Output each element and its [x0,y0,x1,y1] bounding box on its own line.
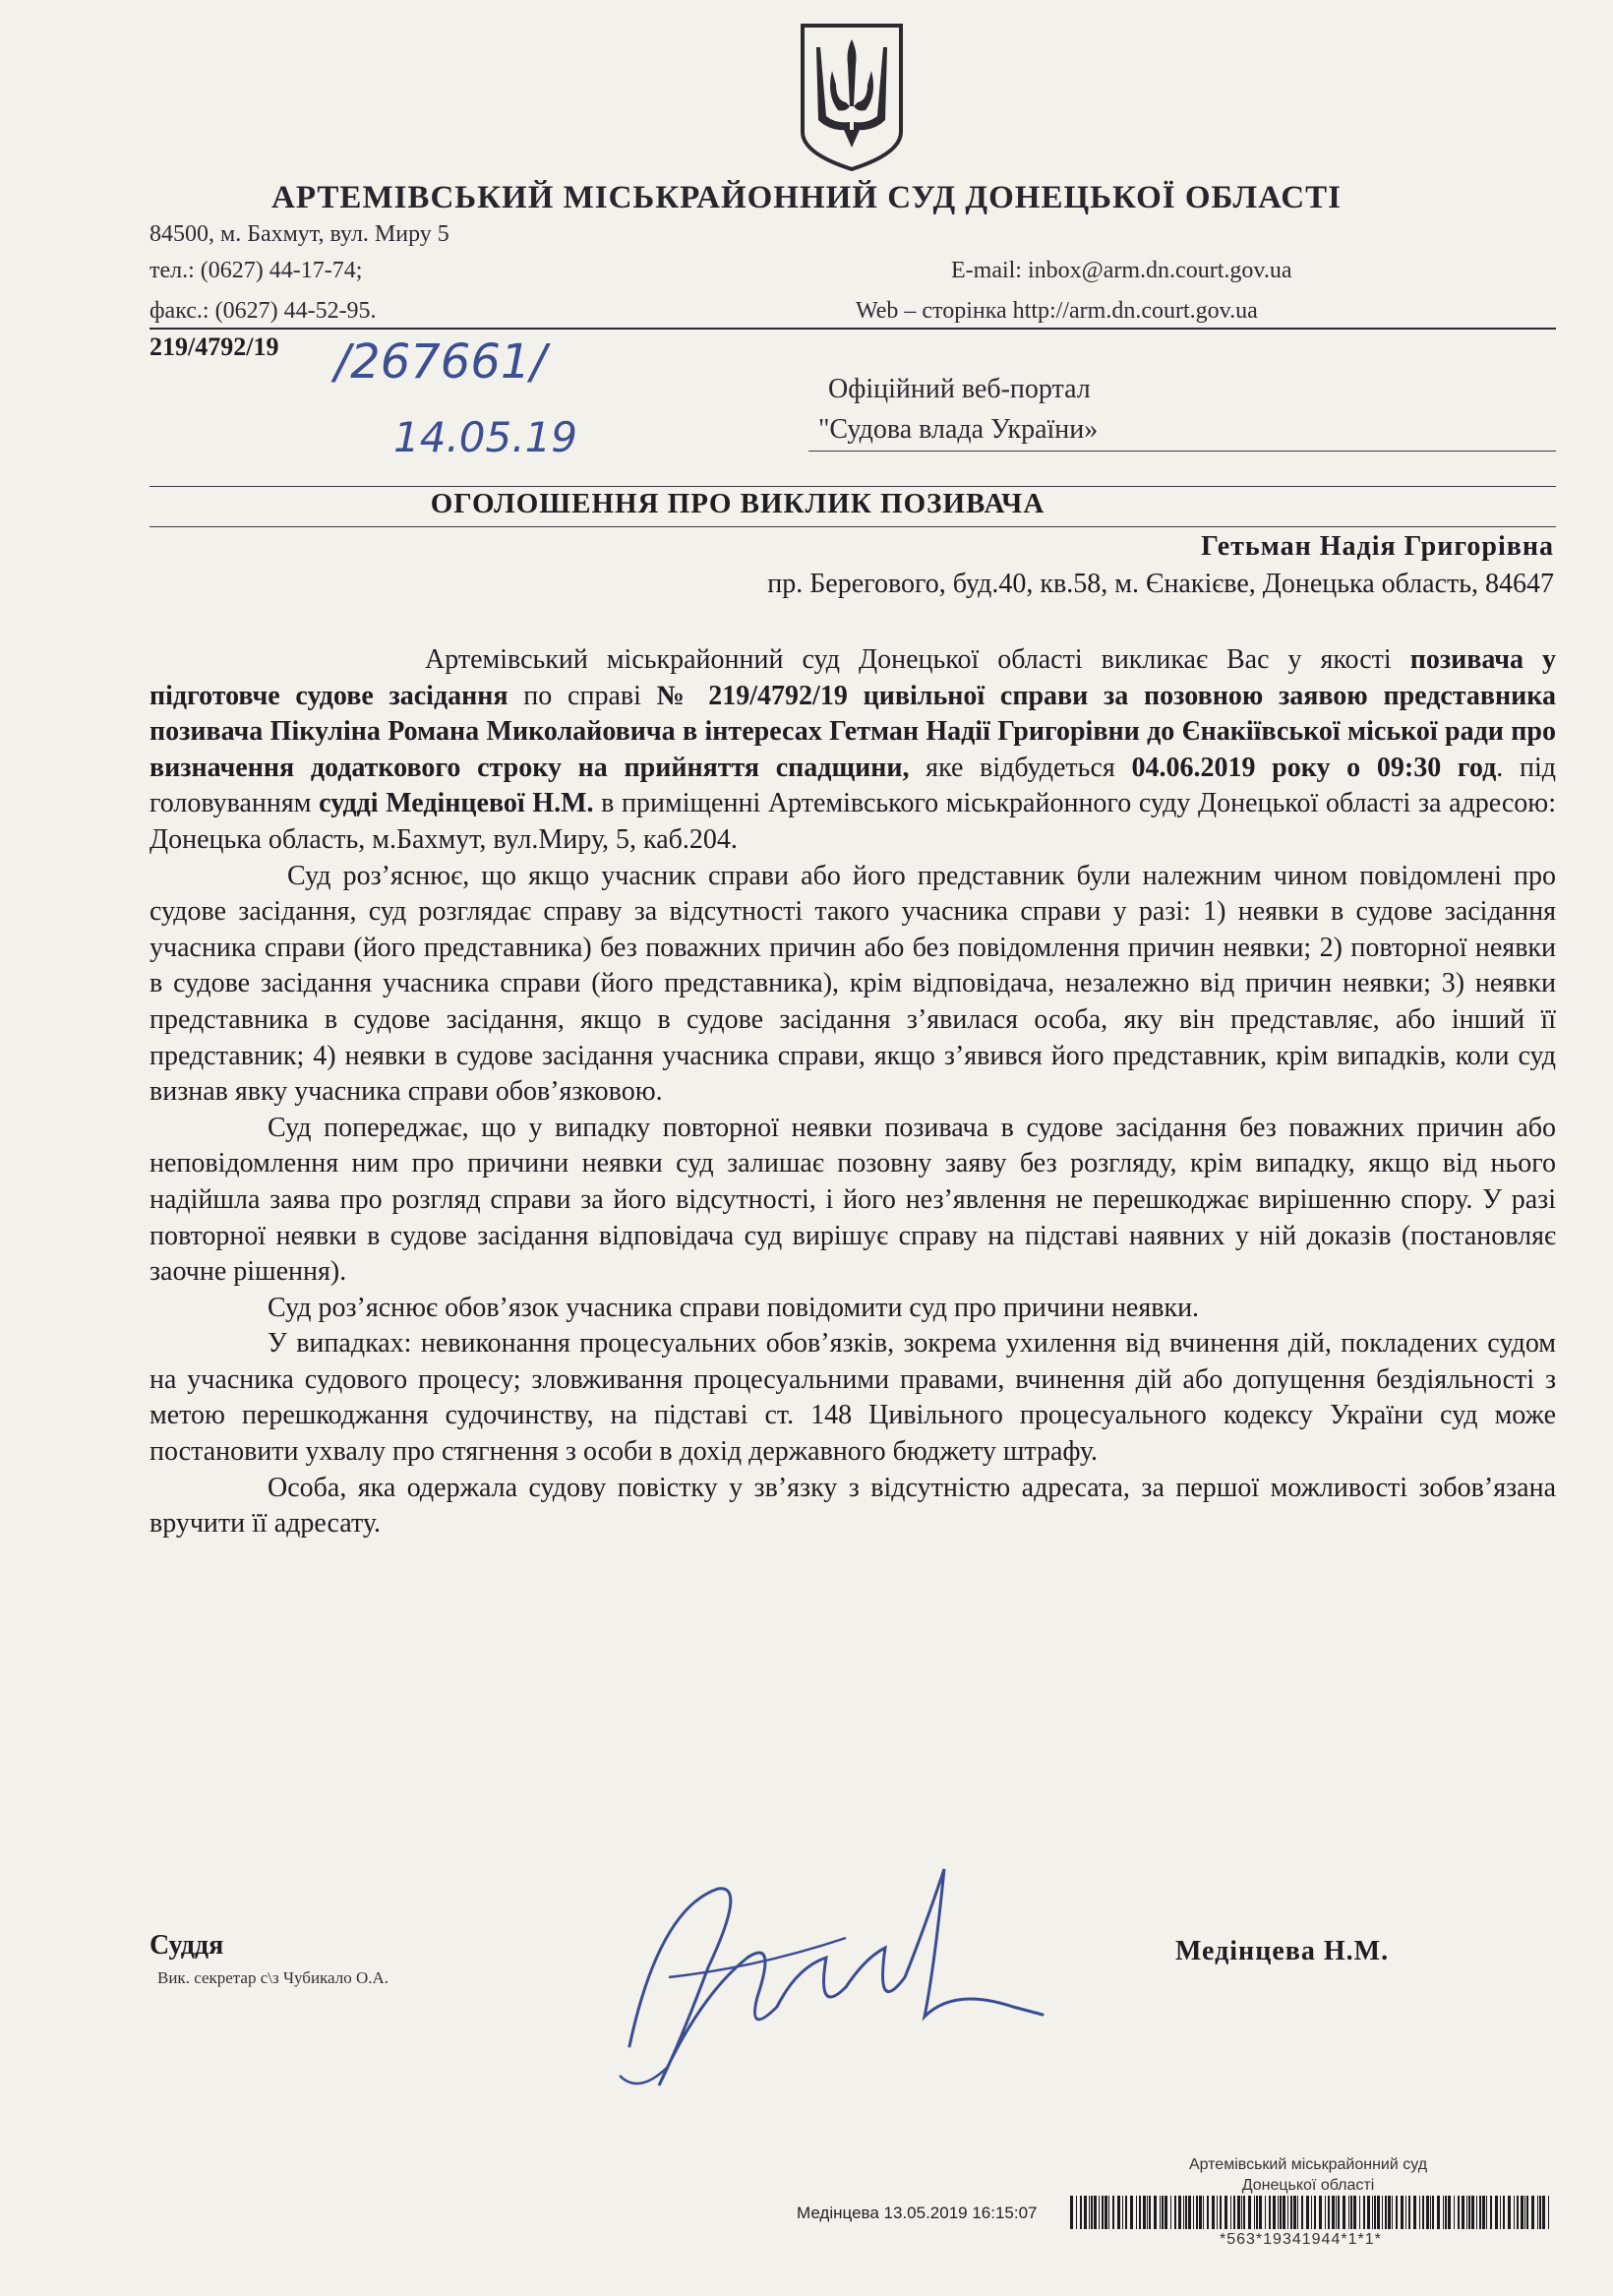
paragraph-penalty: У випадках: невиконання процесуальних обов’язків, зокрема ухилення від вчинення дій, покладених судом на учасника судового процесу; зловживання процесуальними правами, вчинення дій або допущення бездіяльності з метою перешкоджання судочинству, на підставі ст. 148 Цивільного процесуального кодексу України суд може постановити ухвалу про стягнення з особи в дохід державного бюджету штрафу. [149,1328,1556,1468]
summons-text: яке відбудеться [909,752,1132,783]
summons-text: в приміщенні Артемівського міськрайонного суду Донецької області за адресою: Донецька область, м.Бахмут, вул.Миру, 5, каб.204. [149,788,1557,855]
stamp-court [1151,2154,1465,2196]
summons-role: позивача у підготовче судове засідання [149,644,1556,711]
summons-case: № 219/4792/19 цивільної справи за позовною заявою представника позивача Пікуліна Романа Миколайовича в інтересах Гетман Надії Григорівни до Єнакіївської міської ради про визначення додаткового строку на прийняття спадщини, [149,680,1556,783]
secretary-line: Вик. секретар с\з Чубикало О.А. [157,1968,389,1987]
summons-text: по справі [508,680,657,711]
court-phone: тел.: (0627) 44-17-74; [149,258,363,283]
notice-title: ОГОЛОШЕННЯ ПРО ВИКЛИК ПОЗИВАЧА [430,488,1045,519]
paragraph-explanation: Суд роз’яснює, що якщо учасник справи або його представник були належним чином повідомлені про судове засідання, суд розглядає справу за відсутності такого учасника справи у разі: 1) неявки в судове засідання учасника справи (його представника) без поважних причин або без повідомлення причин неявки; 2) повторної неявки в судове засідання учасника справи (його представника), крім відповідача, незалежно від причин неявки; 3) неявки представника в судове засідання, якщо в судове засідання з’явилася особа, яку він представляє, або інший її представник; 4) неявки в судове засідання учасника справи, якщо з’явився його представник, крім випадків, коли суд визнав явку учасника справи обов’язковою. [149,860,1556,1108]
summons-text: . під головуванням [149,752,1556,819]
handwritten-signature-image [600,1849,1052,2105]
case-number: 219/4792/19 [149,332,279,361]
paragraph-summons [149,642,1556,859]
barcode-number: *563*19341944*1*1* [1220,2231,1382,2248]
recipient-line-2: "Судова влада України» [818,414,1099,445]
summons-text: Артемівський міськрайонний суд Донецької області викликає Вас у якості [425,644,1410,675]
court-website: Web – сторінка http://arm.dn.court.gov.ua [856,298,1258,324]
recipient-line-1: Офіційний веб-портал [828,374,1091,404]
paragraph-delivery: Особа, яка одержала судову повістку у зв’язку з відсутністю адресата, за першої можливості зобов’язана вручити її адресату. [149,1472,1556,1540]
notice-bottom-rule [149,526,1556,527]
court-fax: факс.: (0627) 44-52-95. [149,298,377,324]
handwritten-reg-number: /267661/ [334,334,547,390]
court-name-heading: АРТЕМІВСЬКИЙ МІСЬКРАЙОННИЙ СУД ДОНЕЦЬКОЇ ОБЛАСТІ [271,180,1342,215]
handwritten-date: 14.05.19 [393,413,578,461]
court-email: E-mail: inbox@arm.dn.court.gov.ua [951,258,1292,283]
recipient-underline [808,451,1556,452]
signatory-name: Медінцева Н.М. [1175,1936,1390,1966]
stamp-court-line-1: Артемівський міськрайонний суд [1188,2156,1428,2173]
addressee-address: пр. Берегового, буд.40, кв.58, м. Єнакієве, Донецька область, 84647 [767,569,1554,599]
stamp-meta: Медінцева 13.05.2019 16:15:07 [797,2204,1038,2222]
paragraph-warning: Суд попереджає, що у випадку повторної неявки позивача в судове засідання без поважних причин або неповідомлення ним про причини неявки суд залишає позовну заяву без розгляду, крім випадку, якщо від нього надійшла заява про розгляд справи за його відсутності, і його нез’явлення не перешкоджає вирішенню спору. У разі повторної неявки в судове засідання відповідача суд вирішує справу на підставі наявних у ній доказів (постановляє заочне рішення). [149,1112,1556,1288]
notice-body [149,642,1556,1542]
paragraph-obligation: Суд роз’яснює обов’язок учасника справи повідомити суд про причини неявки. [268,1292,1200,1323]
notice-top-rule [149,486,1556,487]
court-address: 84500, м. Бахмут, вул. Миру 5 [149,221,449,247]
presiding-judge: судді Медінцевої Н.М. [319,788,594,819]
trident-emblem-icon [797,22,907,171]
stamp-court-line-2: Донецької області [1241,2177,1375,2194]
hearing-datetime: 04.06.2019 року о 09:30 год [1131,752,1497,783]
addressee-name: Гетьман Надія Григорівна [1201,531,1554,562]
signatory-role: Суддя [149,1930,224,1961]
header-divider [149,328,1556,330]
barcode-image [1070,2196,1552,2229]
